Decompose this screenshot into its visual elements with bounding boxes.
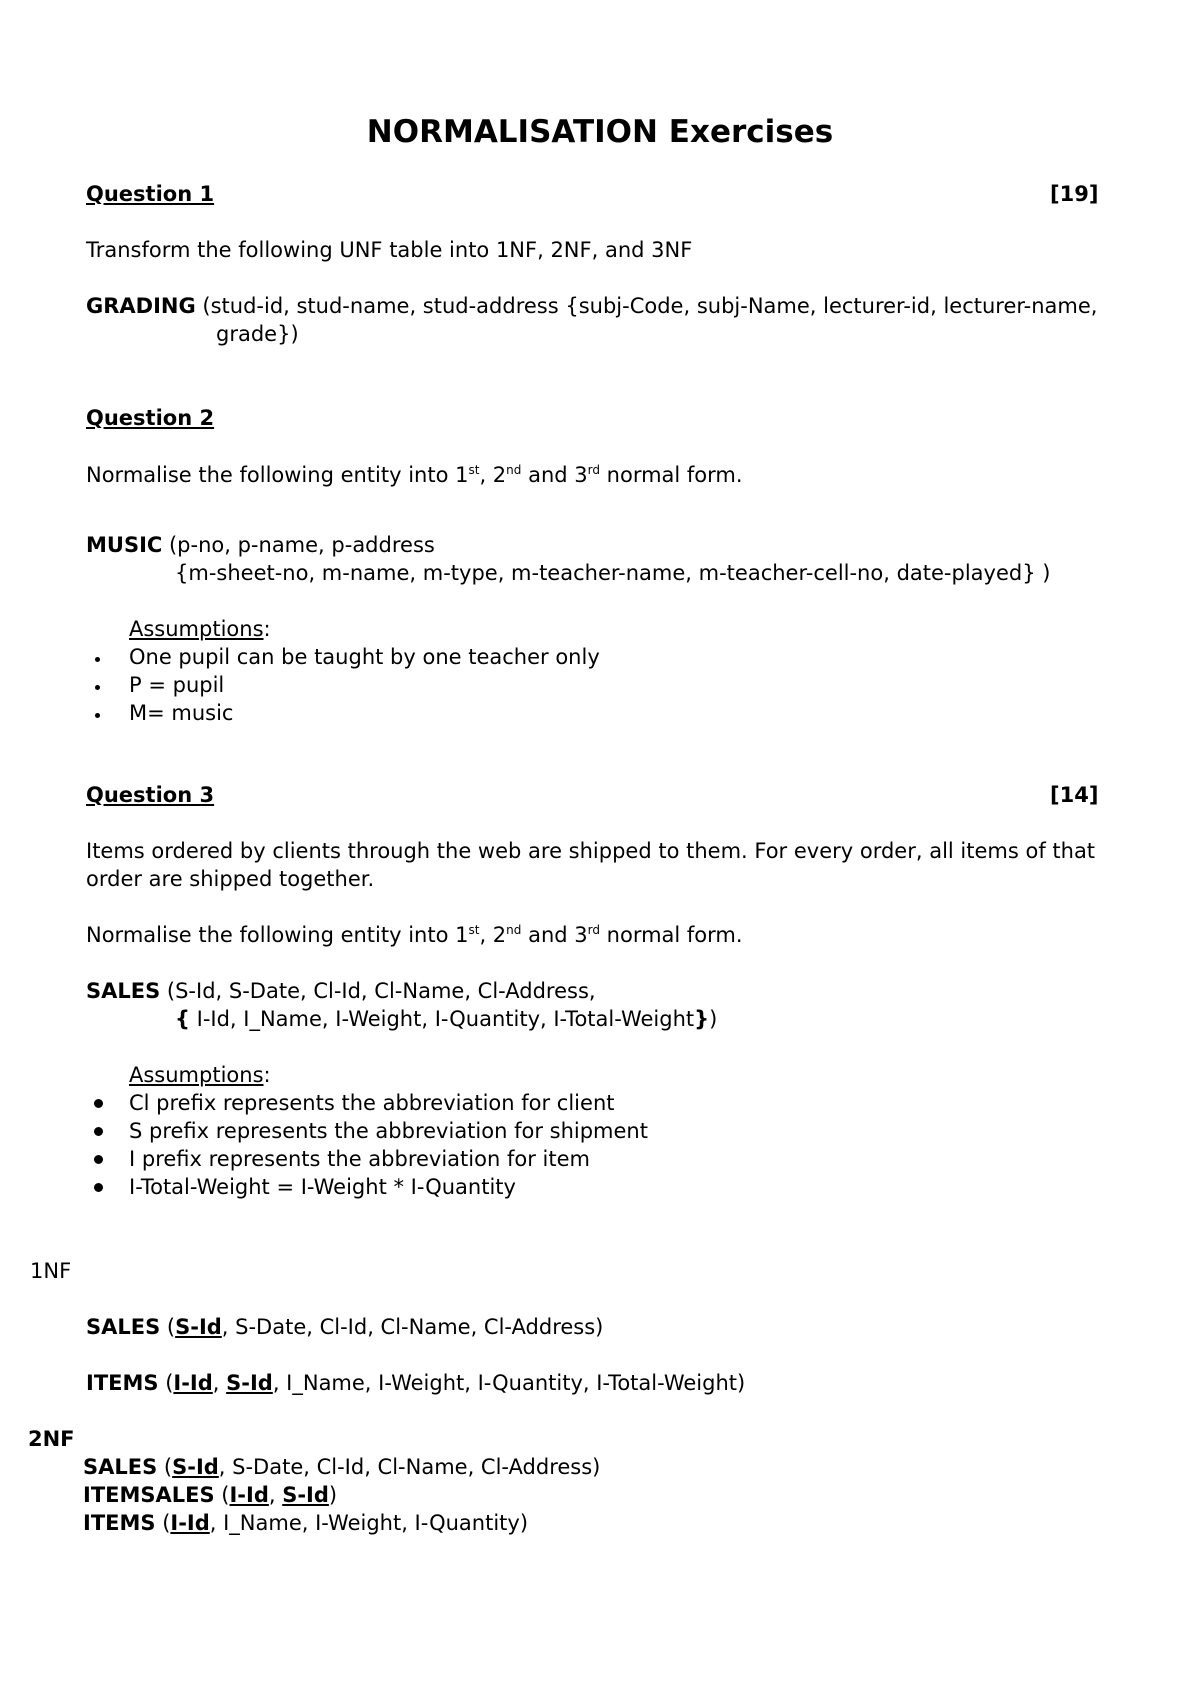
q3-sup-3: rd bbox=[587, 923, 600, 937]
page-title: NORMALISATION Exercises bbox=[366, 114, 834, 150]
question-3-paragraph-line-1: Items ordered by clients through the web are shipped to them. For every order, all items of that bbox=[86, 839, 1096, 863]
q3-instr-mid-1: , 2 bbox=[479, 923, 507, 947]
question-2-heading: Question 2 bbox=[86, 406, 215, 430]
music-attributes-1: (p-no, p-name, p-address bbox=[162, 533, 435, 557]
paren-close: ) bbox=[709, 1007, 718, 1031]
q3-instr-mid-2: and 3 bbox=[521, 923, 588, 947]
paren-close: ) bbox=[328, 1483, 338, 1507]
grading-entity-line-1 bbox=[86, 292, 1097, 320]
nf2-items-name: ITEMS bbox=[83, 1511, 156, 1535]
bullet-icon bbox=[95, 657, 100, 662]
sales-attributes-1: (S-Id, S-Date, Cl-Id, Cl-Name, Cl-Address, bbox=[160, 979, 596, 1003]
nf1-items-attributes: , I_Name, I-Weight, I-Quantity, I-Total-Weight) bbox=[272, 1371, 746, 1395]
sales-attributes-2: I-Id, I_Name, I-Weight, I-Quantity, I-Total-Weight bbox=[189, 1007, 695, 1031]
paren-open: ( bbox=[158, 1371, 174, 1395]
primary-key: S-Id bbox=[226, 1371, 273, 1395]
nf1-sales-attributes: , S-Date, Cl-Id, Cl-Name, Cl-Address) bbox=[221, 1315, 604, 1339]
nf2-itemsales-relation bbox=[83, 1481, 337, 1509]
q3-assumption-item: I prefix represents the abbreviation for item bbox=[129, 1147, 590, 1171]
brace-close: } bbox=[694, 1007, 710, 1031]
nf2-sales-relation bbox=[83, 1453, 600, 1481]
music-entity-name: MUSIC bbox=[86, 533, 163, 557]
primary-key: I-Id bbox=[173, 1371, 213, 1395]
q2-sup-3: rd bbox=[587, 463, 600, 477]
nf1-items-name: ITEMS bbox=[86, 1371, 159, 1395]
sales-entity-line-2 bbox=[175, 1005, 717, 1033]
question-1-marks: [19] bbox=[1050, 182, 1099, 206]
q3-assumption-item: I-Total-Weight = I-Weight * I-Quantity bbox=[129, 1175, 516, 1199]
nf2-items-attributes: , I_Name, I-Weight, I-Quantity) bbox=[209, 1511, 529, 1535]
primary-key: S-Id bbox=[175, 1315, 222, 1339]
q3-instr-suffix: normal form. bbox=[599, 923, 743, 947]
sales-entity-name: SALES bbox=[86, 979, 161, 1003]
question-3-instruction bbox=[86, 921, 743, 949]
primary-key: S-Id bbox=[282, 1483, 329, 1507]
bullet-icon bbox=[94, 1099, 103, 1108]
nf1-sales-relation bbox=[86, 1313, 603, 1341]
q2-assumptions-label: Assumptions bbox=[129, 617, 264, 641]
nf2-sales-attributes: , S-Date, Cl-Id, Cl-Name, Cl-Address) bbox=[218, 1455, 601, 1479]
grading-attributes-1: (stud-id, stud-name, stud-address {subj-Code, subj-Name, lecturer-id, lecturer-name, bbox=[195, 294, 1098, 318]
nf2-items-relation bbox=[83, 1509, 528, 1537]
q2-instr-prefix: Normalise the following entity into 1 bbox=[86, 463, 469, 487]
q2-assumption-item: P = pupil bbox=[129, 673, 225, 697]
bullet-icon bbox=[94, 1183, 103, 1192]
paren-open: ( bbox=[214, 1483, 230, 1507]
nf2-sales-name: SALES bbox=[83, 1455, 158, 1479]
q3-sup-1: st bbox=[468, 923, 480, 937]
bullet-icon bbox=[94, 1155, 103, 1164]
q2-sup-1: st bbox=[468, 463, 480, 477]
primary-key: I-Id bbox=[170, 1511, 210, 1535]
nf2-itemsales-name: ITEMSALES bbox=[83, 1483, 215, 1507]
q2-assumption-item: One pupil can be taught by one teacher only bbox=[129, 645, 600, 669]
q3-assumptions-label: Assumptions bbox=[129, 1063, 264, 1087]
paren-open: ( bbox=[160, 1315, 176, 1339]
grading-entity-line-2: grade}) bbox=[216, 322, 299, 346]
q2-instr-mid-1: , 2 bbox=[479, 463, 507, 487]
primary-key: S-Id bbox=[172, 1455, 219, 1479]
question-1-instruction: Transform the following UNF table into 1NF, 2NF, and 3NF bbox=[86, 238, 693, 262]
bullet-icon bbox=[95, 685, 100, 690]
separator: , bbox=[212, 1371, 227, 1395]
q3-assumption-item: S prefix represents the abbreviation for shipment bbox=[129, 1119, 648, 1143]
q3-sup-2: nd bbox=[506, 923, 522, 937]
nf1-label: 1NF bbox=[30, 1259, 72, 1283]
grading-entity-name: GRADING bbox=[86, 294, 196, 318]
q2-instr-mid-2: and 3 bbox=[521, 463, 588, 487]
sales-entity-line-1 bbox=[86, 977, 596, 1005]
paren-open: ( bbox=[155, 1511, 171, 1535]
q2-instr-suffix: normal form. bbox=[599, 463, 743, 487]
nf1-sales-name: SALES bbox=[86, 1315, 161, 1339]
q2-assumption-item: M= music bbox=[129, 701, 234, 725]
music-entity-line-2: {m-sheet-no, m-name, m-type, m-teacher-name, m-teacher-cell-no, date-played} ) bbox=[175, 561, 1051, 585]
nf1-items-relation bbox=[86, 1369, 745, 1397]
question-3-marks: [14] bbox=[1050, 783, 1099, 807]
q3-instr-prefix: Normalise the following entity into 1 bbox=[86, 923, 469, 947]
q2-sup-2: nd bbox=[506, 463, 522, 477]
brace-open: { bbox=[175, 1007, 190, 1031]
q3-assumptions-colon: : bbox=[263, 1063, 271, 1087]
q3-assumption-item: Cl prefix represents the abbreviation for client bbox=[129, 1091, 615, 1115]
primary-key: I-Id bbox=[229, 1483, 269, 1507]
nf2-label: 2NF bbox=[28, 1427, 75, 1451]
bullet-icon bbox=[95, 713, 100, 718]
question-1-heading: Question 1 bbox=[86, 182, 215, 206]
separator: , bbox=[268, 1483, 283, 1507]
question-2-instruction bbox=[86, 461, 743, 489]
bullet-icon bbox=[94, 1127, 103, 1136]
q2-assumptions-heading bbox=[129, 615, 271, 643]
q2-assumptions-colon: : bbox=[263, 617, 271, 641]
paren-open: ( bbox=[157, 1455, 173, 1479]
question-3-heading: Question 3 bbox=[86, 783, 215, 807]
q3-assumptions-heading bbox=[129, 1061, 271, 1089]
music-entity-line-1 bbox=[86, 531, 435, 559]
question-3-paragraph-line-2: order are shipped together. bbox=[86, 867, 375, 891]
